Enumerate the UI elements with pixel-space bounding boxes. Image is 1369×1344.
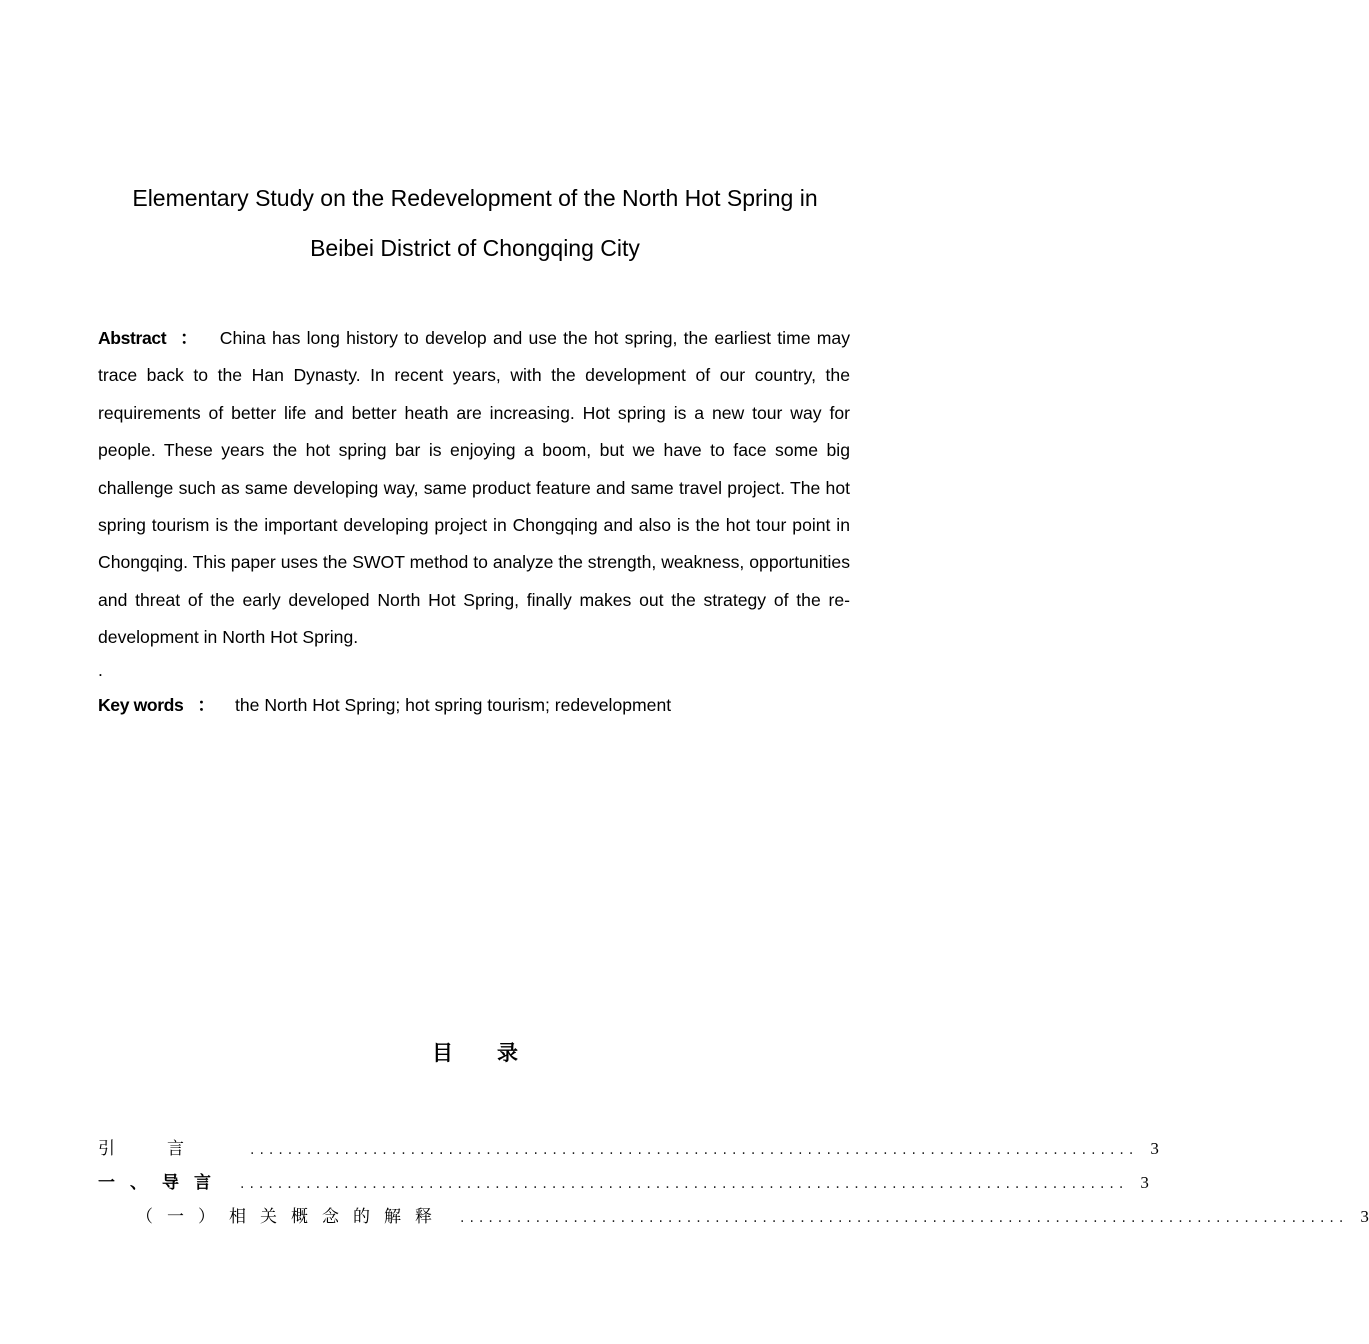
toc-entry-label: 一、导言	[98, 1173, 226, 1193]
toc-page-number: 3	[1140, 1173, 1149, 1192]
toc-dot-leader: ..............................................................................................	[240, 1176, 1129, 1192]
keywords-colon: ：	[197, 695, 215, 715]
toc-entry-section-1-1[interactable]	[136, 1204, 1369, 1230]
abstract-label: Abstract	[98, 328, 167, 348]
toc-entry-chapter-1[interactable]	[98, 1170, 1149, 1196]
paper-title-line-2: Beibei District of Chongqing City	[310, 235, 640, 261]
abstract-trailing-dot: .	[98, 660, 103, 680]
abstract-text: China has long history to develop and use the hot spring, the earliest time may trace back to the Han Dynasty. In recent years, with the development of our country, the requirements of better life and better heath are increasing. Hot spring is a new tour way for people. These years the hot spring bar is enjoying a boom, but we have to face some big challenge such as same developing way, same product feature and same travel project. The hot spring tourism is the important developing project in Chongqing and also is the hot tour point in Chongqing. This paper uses the SWOT method to analyze the strength, weakness, opportunities and threat of the early developed North Hot Spring, finally makes out the strategy of the re-development in North Hot Spring.	[98, 328, 850, 648]
toc-entry-label: 引言	[98, 1139, 236, 1159]
toc-dot-leader: ..............................................................................................	[460, 1210, 1349, 1226]
paper-title-line-1: Elementary Study on the Redevelopment of the North Hot Spring in	[132, 185, 818, 211]
toc-entry-introduction[interactable]	[98, 1136, 1159, 1162]
toc-page-number: 3	[1150, 1139, 1159, 1158]
toc-title: 目录	[432, 1041, 562, 1065]
abstract-colon: ：	[180, 328, 198, 348]
toc-entry-label: （一）相关概念的解释	[136, 1207, 446, 1227]
toc-page-number: 3	[1360, 1207, 1369, 1226]
keywords-text: the North Hot Spring; hot spring tourism; redevelopment	[234, 695, 672, 715]
keywords-line	[98, 690, 671, 720]
toc-dot-leader: ..............................................................................................	[250, 1142, 1139, 1158]
keywords-label: Key words	[98, 695, 184, 715]
abstract-paragraph	[98, 320, 850, 657]
